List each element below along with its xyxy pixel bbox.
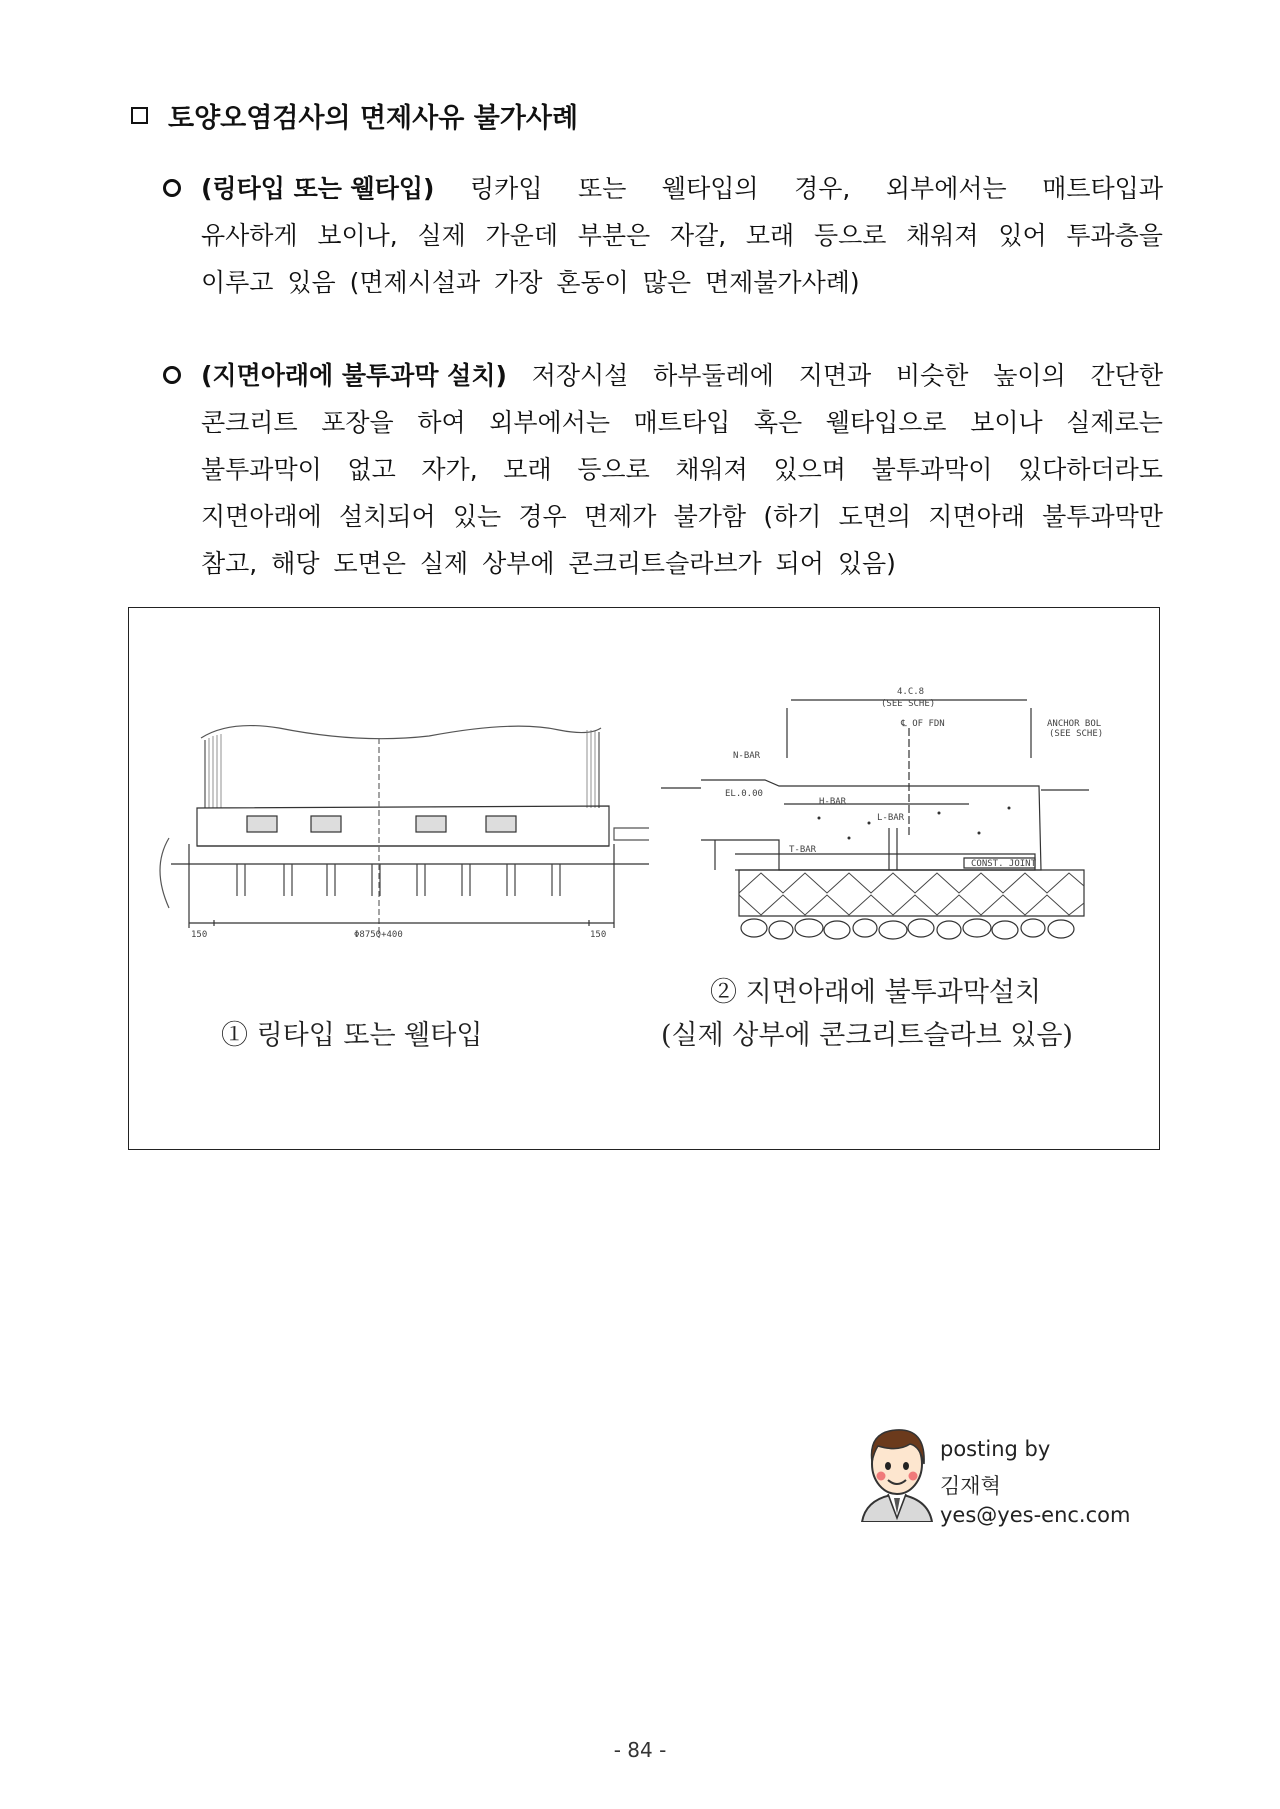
drawing2-bar3-label: L-BAR [877, 813, 905, 823]
author-avatar [858, 1422, 936, 1522]
item2-line2: 콘크리트 포장을 하여 외부에서는 매트타입 혹은 웰타입으로 보이나 실제로는 [201, 408, 1163, 437]
figure-drawings [128, 607, 1160, 1150]
drawing2-joint-label: CONST. JOINT [971, 859, 1037, 869]
drawing2-anchor-sub-label: (SEE SCHE) [1049, 729, 1104, 739]
section-heading-text: 토양오염검사의 면제사유 불가사례 [168, 103, 579, 134]
drawing2-top-sub-label: (SEE SCHE) [881, 699, 936, 709]
item-ring-type [163, 165, 1163, 310]
drawing2-bar4-label: T-BAR [789, 845, 817, 855]
item2-line5: 참고, 해당 도면은 실제 상부에 콘크리트슬라브가 되어 있음) [201, 549, 896, 578]
ring-type-drawing [160, 726, 649, 938]
drawing2-bar1-label: N-BAR [733, 751, 761, 761]
posting-author-name: 김재혁 [940, 1474, 1001, 1498]
caption-membrane-line2: (실제 상부에 콘크리트슬라브 있음) [661, 1020, 1073, 1051]
item1-line1: (링타입 또는 웰타입) 링카입 또는 웰타입의 경우, 외부에서는 매트타입과 [201, 165, 1163, 212]
caption-membrane-line1: ② 지면아래에 불투과막설치 [710, 977, 1042, 1008]
membrane-section-drawing [661, 700, 1089, 939]
posting-label: posting by [940, 1437, 1051, 1461]
drawing2-el-label: EL.0.00 [725, 789, 763, 799]
drawing1-left-label: 150 [191, 930, 208, 940]
item1-line3: 이루고 있음 (면제시설과 가장 혼동이 많은 면제불가사례) [201, 268, 860, 297]
square-bullet-icon [131, 107, 148, 124]
drawing2-center-label: ℄ OF FDN [901, 719, 945, 729]
item2-line4: 지면아래에 설치되어 있는 경우 면제가 불가함 (하기 도면의 지면아래 불투과막만 [201, 502, 1163, 531]
technical-drawings [129, 608, 1161, 1151]
drawing1-width-label: Φ8750+400 [354, 930, 403, 940]
item2-line3: 불투과막이 없고 자가, 모래 등으로 채워져 있으며 불투과막이 있다하더라도 [201, 455, 1163, 484]
item1-line2: 유사하게 보이나, 실제 가운데 부분은 자갈, 모래 등으로 채워져 있어 투과층을 [201, 221, 1163, 250]
circle-bullet-icon [163, 366, 181, 384]
drawing2-anchor-label: ANCHOR BOL [1047, 719, 1102, 729]
drawing1-right-label: 150 [590, 930, 607, 940]
item2-label: (지면아래에 불투과막 설치) [201, 361, 507, 390]
item-underground-membrane [163, 352, 1163, 592]
drawing2-bar2-label: H-BAR [819, 797, 847, 807]
posting-author-email: yes@yes-enc.com [940, 1503, 1131, 1527]
page-number: - 84 - [613, 1738, 667, 1762]
caption-ring-type: ① 링타입 또는 웰타입 [221, 1020, 483, 1051]
circle-bullet-icon [163, 179, 181, 197]
section-heading [131, 96, 578, 135]
item1-label: (링타입 또는 웰타입) [201, 174, 435, 203]
drawing2-top-label: 4.C.8 [897, 687, 925, 697]
item2-line1: (지면아래에 불투과막 설치) 저장시설 하부둘레에 지면과 비슷한 높이의 간단한 [201, 352, 1163, 399]
